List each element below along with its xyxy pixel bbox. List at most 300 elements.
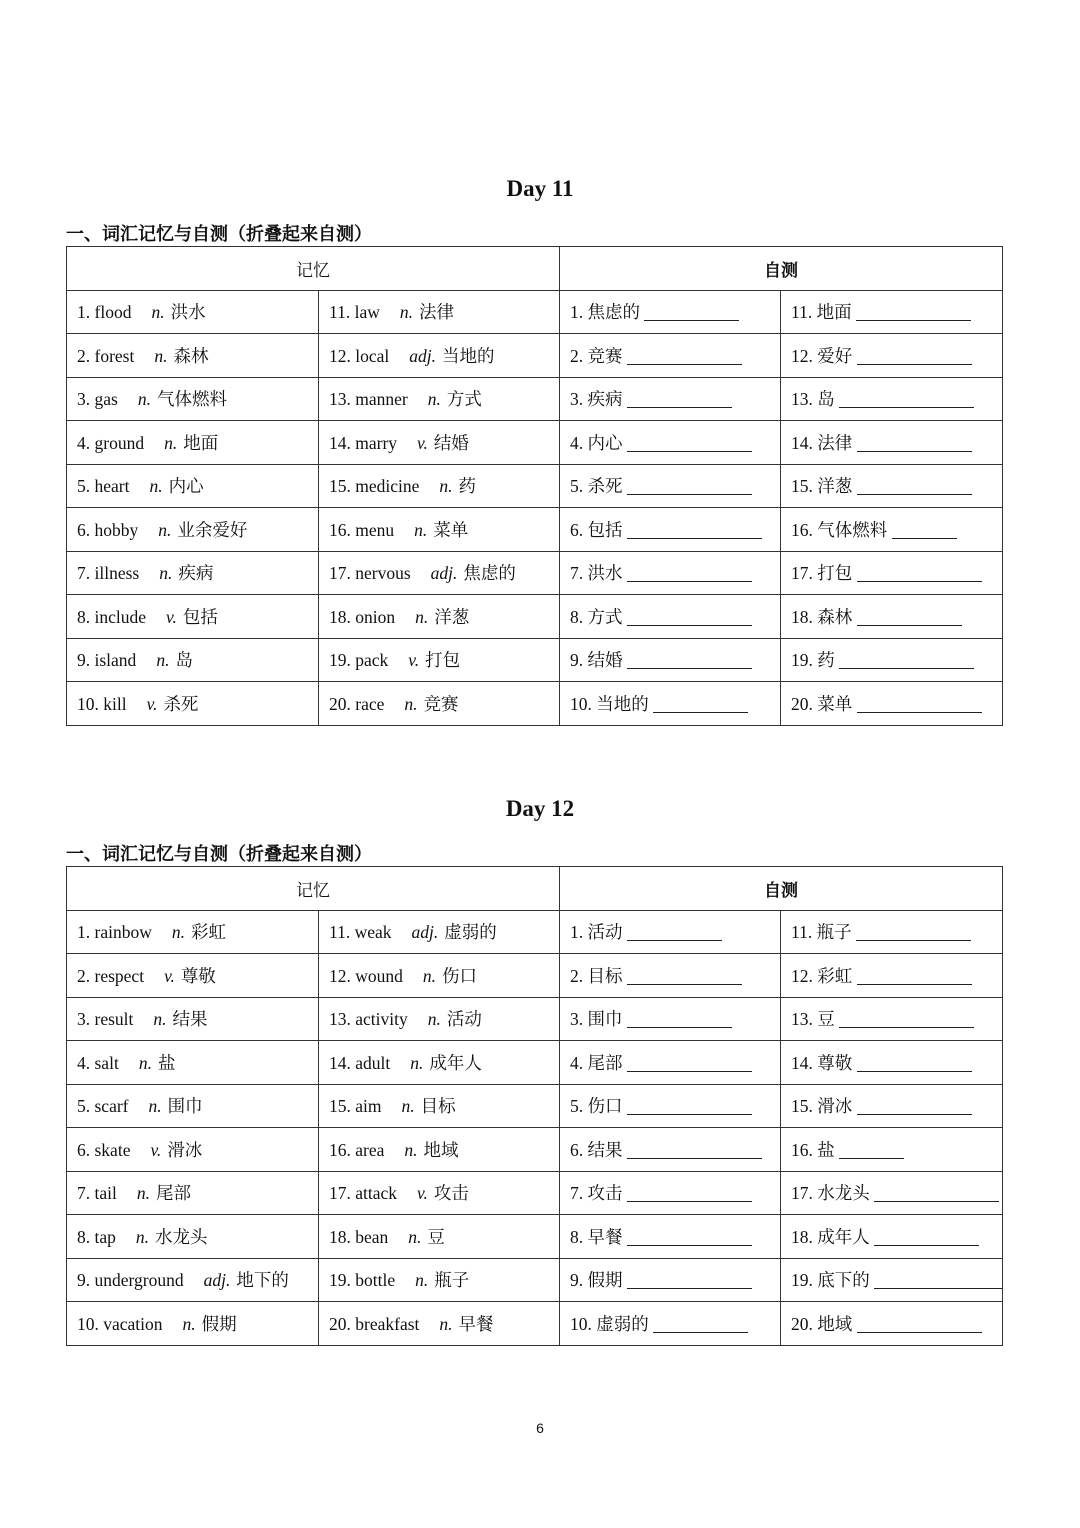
answer-blank[interactable]: [627, 966, 742, 985]
part-of-speech: n.: [415, 606, 429, 627]
chinese-prompt: 早餐: [587, 1226, 623, 1247]
item-number: 7.: [570, 1183, 584, 1204]
answer-blank[interactable]: [627, 389, 732, 408]
english-word: activity: [355, 1009, 408, 1030]
english-word: gas: [94, 389, 118, 410]
answer-blank[interactable]: [627, 1183, 752, 1202]
english-word: attack: [355, 1183, 398, 1204]
answer-blank[interactable]: [627, 520, 762, 539]
table-row: [67, 997, 1003, 1041]
answer-blank[interactable]: [857, 1314, 982, 1333]
item-number: 20.: [791, 1313, 813, 1334]
english-word: law: [354, 302, 380, 323]
answer-blank[interactable]: [839, 650, 974, 669]
item-number: 14.: [329, 1052, 351, 1073]
table-row: [67, 377, 1003, 421]
part-of-speech: n.: [153, 1009, 167, 1030]
chinese-prompt: 爱好: [817, 345, 853, 366]
table-row: [67, 421, 1003, 465]
part-of-speech: n.: [410, 1052, 424, 1073]
chinese-meaning: 森林: [173, 345, 209, 366]
item-number: 9.: [570, 1270, 584, 1291]
part-of-speech: n.: [439, 476, 453, 497]
english-word: onion: [355, 606, 396, 627]
part-of-speech: n.: [182, 1313, 196, 1334]
answer-blank[interactable]: [627, 563, 752, 582]
item-number: 12.: [329, 965, 351, 986]
self-test-cell: [781, 421, 1003, 465]
self-test-cell: [781, 595, 1003, 639]
chinese-prompt: 目标: [587, 965, 623, 986]
answer-blank[interactable]: [653, 1314, 748, 1333]
chinese-meaning: 结果: [172, 1009, 208, 1030]
chinese-prompt: 滑冰: [817, 1096, 853, 1117]
item-number: 20.: [329, 693, 351, 714]
day-title: Day 11: [506, 176, 574, 201]
memory-cell: [67, 997, 319, 1041]
item-number: 10.: [570, 1313, 592, 1334]
item-number: 3.: [77, 389, 91, 410]
answer-blank[interactable]: [874, 1183, 999, 1202]
part-of-speech: adj.: [430, 563, 458, 584]
self-test-cell: [781, 551, 1003, 595]
answer-blank[interactable]: [857, 476, 972, 495]
part-of-speech: adj.: [411, 922, 439, 943]
part-of-speech: n.: [414, 519, 428, 540]
chinese-prompt: 疾病: [587, 389, 623, 410]
item-number: 2.: [570, 965, 584, 986]
answer-blank[interactable]: [857, 1096, 972, 1115]
answer-blank[interactable]: [856, 922, 971, 941]
item-number: 8.: [77, 1226, 91, 1247]
chinese-prompt: 尾部: [587, 1052, 623, 1073]
memory-cell: [319, 1171, 560, 1215]
chinese-meaning: 岛: [175, 650, 193, 671]
chinese-meaning: 水龙头: [155, 1226, 208, 1247]
english-word: medicine: [355, 476, 420, 497]
answer-blank[interactable]: [857, 346, 972, 365]
english-word: bean: [355, 1226, 389, 1247]
item-number: 17.: [791, 563, 813, 584]
chinese-meaning: 目标: [420, 1096, 456, 1117]
english-word: race: [355, 693, 385, 714]
memory-cell: [319, 464, 560, 508]
item-number: 15.: [329, 476, 351, 497]
self-test-cell: [781, 1041, 1003, 1085]
chinese-meaning: 洋葱: [434, 606, 470, 627]
table-row: [67, 682, 1003, 726]
chinese-prompt: 岛: [817, 389, 835, 410]
answer-blank[interactable]: [627, 1270, 752, 1289]
table-row: [67, 1258, 1003, 1302]
chinese-prompt: 假期: [587, 1270, 623, 1291]
chinese-meaning: 盐: [157, 1052, 176, 1073]
part-of-speech: n.: [138, 1052, 152, 1073]
memory-cell: [319, 1215, 560, 1259]
item-number: 16.: [791, 519, 813, 540]
chinese-meaning: 菜单: [433, 519, 469, 540]
item-number: 20.: [791, 693, 813, 714]
item-number: 7.: [77, 563, 91, 584]
memory-cell: [67, 1302, 319, 1346]
chinese-prompt: 成年人: [817, 1226, 870, 1247]
part-of-speech: n.: [149, 476, 163, 497]
chinese-meaning: 杀死: [163, 693, 199, 714]
self-test-cell: [781, 1171, 1003, 1215]
chinese-prompt: 虚弱的: [596, 1313, 649, 1334]
answer-blank[interactable]: [627, 650, 752, 669]
answer-blank[interactable]: [857, 433, 972, 452]
item-number: 14.: [791, 432, 813, 453]
chinese-prompt: 水龙头: [817, 1183, 870, 1204]
answer-blank[interactable]: [627, 476, 752, 495]
item-number: 2.: [570, 345, 584, 366]
memory-cell: [319, 377, 560, 421]
answer-blank[interactable]: [857, 966, 972, 985]
part-of-speech: n.: [154, 345, 168, 366]
answer-blank[interactable]: [839, 1140, 904, 1159]
item-number: 6.: [570, 519, 584, 540]
answer-blank[interactable]: [857, 694, 982, 713]
item-number: 2.: [77, 965, 91, 986]
self-test-header: 自测: [560, 867, 1003, 911]
item-number: 16.: [329, 519, 351, 540]
answer-blank[interactable]: [627, 1140, 762, 1159]
part-of-speech: n.: [439, 1313, 453, 1334]
item-number: 13.: [329, 1009, 351, 1030]
english-word: result: [94, 1009, 134, 1030]
item-number: 17.: [791, 1183, 813, 1204]
chinese-prompt: 包括: [587, 519, 623, 540]
english-word: include: [94, 606, 147, 627]
self-test-cell: [781, 997, 1003, 1041]
answer-blank[interactable]: [627, 1009, 732, 1028]
item-number: 11.: [791, 922, 813, 943]
self-test-cell: [781, 1258, 1003, 1302]
page-number: 6: [536, 1420, 544, 1436]
self-test-cell: [560, 290, 781, 334]
memory-cell: [319, 421, 560, 465]
self-test-cell: [560, 954, 781, 998]
self-test-cell: [781, 290, 1003, 334]
part-of-speech: n.: [401, 1096, 415, 1117]
english-word: heart: [94, 476, 130, 497]
english-word: area: [355, 1139, 385, 1160]
item-number: 8.: [77, 606, 91, 627]
chinese-meaning: 假期: [201, 1313, 237, 1334]
answer-blank[interactable]: [874, 1227, 979, 1246]
table-row: [67, 1041, 1003, 1085]
english-word: respect: [94, 965, 145, 986]
part-of-speech: v.: [146, 693, 158, 714]
item-number: 5.: [570, 1096, 584, 1117]
chinese-prompt: 底下的: [817, 1270, 870, 1291]
chinese-prompt: 地面: [816, 302, 852, 323]
chinese-prompt: 竞赛: [587, 345, 623, 366]
chinese-prompt: 瓶子: [816, 922, 852, 943]
english-word: rainbow: [94, 922, 152, 943]
self-test-cell: [781, 1128, 1003, 1172]
table-row: [67, 551, 1003, 595]
item-number: 14.: [329, 432, 351, 453]
item-number: 17.: [329, 1183, 351, 1204]
self-test-cell: [560, 334, 781, 378]
self-test-cell: [781, 508, 1003, 552]
memory-cell: [319, 1041, 560, 1085]
item-number: 5.: [77, 476, 91, 497]
item-number: 19.: [329, 1270, 351, 1291]
chinese-prompt: 尊敬: [817, 1052, 853, 1073]
chinese-meaning: 法律: [419, 302, 455, 323]
item-number: 13.: [329, 389, 351, 410]
self-test-cell: [781, 682, 1003, 726]
memory-cell: [319, 997, 560, 1041]
english-word: adult: [355, 1052, 391, 1073]
answer-blank[interactable]: [627, 433, 752, 452]
item-number: 11.: [329, 302, 351, 323]
item-number: 3.: [77, 1009, 91, 1030]
item-number: 9.: [570, 650, 584, 671]
chinese-meaning: 地域: [423, 1139, 459, 1160]
chinese-meaning: 业余爱好: [177, 519, 248, 540]
chinese-prompt: 盐: [817, 1139, 835, 1160]
chinese-meaning: 彩虹: [190, 922, 226, 943]
part-of-speech: n.: [135, 1226, 150, 1247]
answer-blank[interactable]: [857, 563, 982, 582]
item-number: 7.: [570, 563, 584, 584]
answer-blank[interactable]: [644, 302, 739, 321]
chinese-meaning: 早餐: [458, 1313, 494, 1334]
chinese-prompt: 豆: [817, 1009, 835, 1030]
answer-blank[interactable]: [839, 1009, 974, 1028]
english-word: underground: [94, 1270, 184, 1291]
self-test-cell: [560, 682, 781, 726]
chinese-meaning: 豆: [427, 1226, 445, 1247]
chinese-meaning: 打包: [425, 650, 461, 671]
memory-cell: [67, 464, 319, 508]
chinese-meaning: 洪水: [170, 302, 206, 323]
memory-cell: [67, 595, 319, 639]
chinese-prompt: 伤口: [587, 1096, 623, 1117]
item-number: 18.: [791, 1226, 813, 1247]
self-test-cell: [781, 334, 1003, 378]
english-word: flood: [94, 302, 132, 323]
memory-cell: [67, 1258, 319, 1302]
chinese-prompt: 结婚: [587, 650, 623, 671]
item-number: 8.: [570, 1226, 584, 1247]
memory-cell: [67, 508, 319, 552]
chinese-meaning: 尾部: [155, 1183, 191, 1204]
memory-cell: [67, 1215, 319, 1259]
self-test-cell: [781, 464, 1003, 508]
item-number: 12.: [791, 965, 813, 986]
part-of-speech: v.: [417, 432, 428, 453]
part-of-speech: adj.: [203, 1270, 231, 1291]
item-number: 16.: [329, 1139, 351, 1160]
item-number: 3.: [570, 1009, 584, 1030]
self-test-cell: [560, 997, 781, 1041]
answer-blank[interactable]: [627, 1227, 752, 1246]
item-number: 15.: [329, 1096, 351, 1117]
part-of-speech: n.: [399, 302, 414, 323]
english-word: tap: [94, 1226, 116, 1247]
item-number: 4.: [570, 432, 584, 453]
answer-blank[interactable]: [653, 694, 748, 713]
chinese-meaning: 内心: [168, 476, 204, 497]
self-test-cell: [781, 1215, 1003, 1259]
vocab-table-day-11: [66, 246, 1003, 726]
answer-blank[interactable]: [627, 346, 742, 365]
table-row: [67, 1084, 1003, 1128]
answer-blank[interactable]: [892, 520, 957, 539]
chinese-meaning: 围巾: [167, 1096, 203, 1117]
memory-cell: [67, 334, 319, 378]
self-test-cell: [560, 1171, 781, 1215]
self-test-cell: [560, 638, 781, 682]
item-number: 17.: [329, 563, 351, 584]
chinese-meaning: 焦虑的: [463, 563, 516, 584]
item-number: 2.: [77, 345, 91, 366]
item-number: 11.: [329, 922, 351, 943]
english-word: hobby: [94, 519, 139, 540]
english-word: bottle: [355, 1270, 396, 1291]
memory-cell: [67, 1171, 319, 1215]
memory-cell: [319, 290, 560, 334]
item-number: 10.: [570, 693, 592, 714]
self-test-cell: [560, 1041, 781, 1085]
answer-blank[interactable]: [874, 1270, 1002, 1289]
item-number: 7.: [77, 1183, 91, 1204]
table-row: [67, 334, 1003, 378]
item-number: 16.: [791, 1139, 813, 1160]
english-word: manner: [355, 389, 408, 410]
self-test-cell: [560, 1302, 781, 1346]
english-word: nervous: [355, 563, 411, 584]
item-number: 14.: [791, 1052, 813, 1073]
chinese-prompt: 攻击: [587, 1183, 623, 1204]
memory-cell: [67, 421, 319, 465]
answer-blank[interactable]: [627, 607, 752, 626]
answer-blank[interactable]: [857, 1053, 972, 1072]
answer-blank[interactable]: [627, 922, 722, 941]
memory-cell: [67, 551, 319, 595]
memory-cell: [67, 638, 319, 682]
self-test-cell: [560, 464, 781, 508]
item-number: 18.: [329, 1226, 351, 1247]
self-test-cell: [781, 377, 1003, 421]
item-number: 10.: [77, 693, 99, 714]
memory-cell: [67, 1084, 319, 1128]
chinese-meaning: 地下的: [236, 1270, 289, 1291]
item-number: 13.: [791, 1009, 813, 1030]
answer-blank[interactable]: [839, 389, 974, 408]
english-word: breakfast: [355, 1313, 420, 1334]
item-number: 4.: [77, 432, 91, 453]
part-of-speech: n.: [171, 922, 185, 943]
memory-cell: [319, 954, 560, 998]
chinese-prompt: 法律: [817, 432, 853, 453]
memory-cell: [319, 1258, 560, 1302]
english-word: menu: [355, 519, 395, 540]
item-number: 15.: [791, 476, 813, 497]
chinese-prompt: 气体燃料: [817, 519, 888, 540]
part-of-speech: adj.: [409, 345, 437, 366]
chinese-prompt: 方式: [587, 606, 623, 627]
memory-cell: [67, 1128, 319, 1172]
item-number: 1.: [570, 922, 584, 943]
english-word: local: [355, 345, 390, 366]
chinese-prompt: 结果: [587, 1139, 623, 1160]
chinese-meaning: 攻击: [433, 1183, 469, 1204]
answer-blank[interactable]: [627, 1053, 752, 1072]
chinese-meaning: 包括: [182, 606, 218, 627]
self-test-cell: [781, 1302, 1003, 1346]
self-test-cell: [560, 551, 781, 595]
english-word: aim: [355, 1096, 382, 1117]
english-word: ground: [94, 432, 145, 453]
part-of-speech: n.: [137, 389, 151, 410]
table-row: [67, 638, 1003, 682]
chinese-meaning: 地面: [183, 432, 219, 453]
memory-cell: [319, 508, 560, 552]
memory-cell: [67, 910, 319, 954]
answer-blank[interactable]: [857, 607, 962, 626]
part-of-speech: n.: [427, 389, 441, 410]
english-word: kill: [103, 693, 127, 714]
item-number: 5.: [77, 1096, 91, 1117]
self-test-cell: [560, 1258, 781, 1302]
chinese-meaning: 方式: [446, 389, 482, 410]
item-number: 20.: [329, 1313, 351, 1334]
table-row: [67, 508, 1003, 552]
item-number: 13.: [791, 389, 813, 410]
english-word: tail: [94, 1183, 117, 1204]
part-of-speech: n.: [404, 693, 418, 714]
item-number: 12.: [329, 345, 351, 366]
self-test-cell: [560, 1128, 781, 1172]
part-of-speech: n.: [158, 519, 172, 540]
chinese-prompt: 洋葱: [817, 476, 853, 497]
item-number: 19.: [791, 1270, 813, 1291]
section-heading: 一、词汇记忆与自测（折叠起来自测）: [66, 224, 372, 245]
part-of-speech: v.: [408, 650, 420, 671]
memory-cell: [319, 1128, 560, 1172]
answer-blank[interactable]: [856, 302, 971, 321]
chinese-meaning: 瓶子: [434, 1270, 470, 1291]
item-number: 6.: [77, 1139, 91, 1160]
self-test-cell: [560, 595, 781, 639]
english-word: forest: [94, 345, 135, 366]
answer-blank[interactable]: [627, 1096, 752, 1115]
chinese-meaning: 成年人: [429, 1052, 482, 1073]
chinese-prompt: 彩虹: [817, 965, 853, 986]
table-row: [67, 910, 1003, 954]
item-number: 19.: [791, 650, 813, 671]
item-number: 11.: [791, 302, 813, 323]
item-number: 15.: [791, 1096, 813, 1117]
item-number: 4.: [570, 1052, 584, 1073]
item-number: 1.: [77, 302, 91, 323]
memory-cell: [319, 595, 560, 639]
english-word: vacation: [103, 1313, 163, 1334]
table-row: [67, 954, 1003, 998]
english-word: weak: [354, 922, 392, 943]
self-test-cell: [560, 1084, 781, 1128]
item-number: 8.: [570, 606, 584, 627]
chinese-meaning: 滑冰: [167, 1139, 203, 1160]
memory-cell: [319, 682, 560, 726]
chinese-meaning: 当地的: [442, 345, 495, 366]
